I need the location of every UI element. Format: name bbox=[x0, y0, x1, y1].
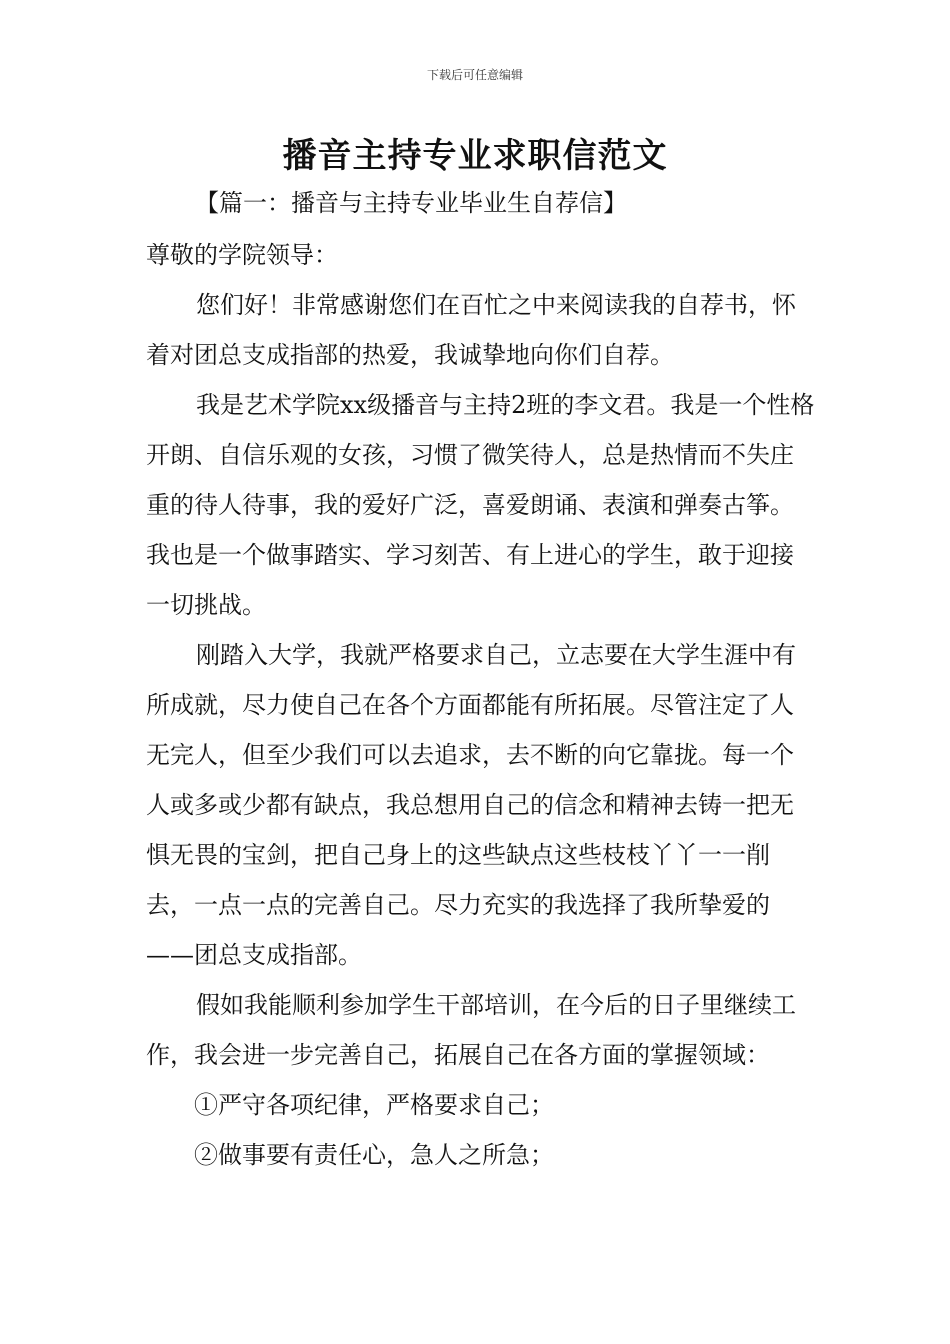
salutation: 尊敬的学院领导： bbox=[146, 241, 338, 269]
document-subtitle: 【篇一：播音与主持专业毕业生自荐信】 bbox=[195, 189, 627, 217]
paragraph: 刚踏入大学，我就严格要求自己，立志要在大学生涯中有所成就，尽力使自己在各个方面都能有所拓展。尽管注定了人无完人，但至少我们可以去追求，去不断的向它靠拢。每一个人或多或少都有缺点，我总想用自己的信念和精神去铸一把无惧无畏的宝剑，把自己身上的这些缺点这些枝枝丫丫一一削去，一点一点的完善自己。尽力充实的我选择了我所挚爱的——团总支成指部。 bbox=[146, 641, 796, 969]
header-note: 下载后可任意编辑 bbox=[426, 68, 523, 82]
paragraph: 我是艺术学院xx级播音与主持2班的李文君。我是一个性格开朗、自信乐观的女孩，习惯了微笑待人，总是热情而不失庄重的待人待事，我的爱好广泛，喜爱朗诵、表演和弹奏古筝。我也是一个做事踏实、学习刻苦、有上进心的学生，敢于迎接一切挑战。 bbox=[146, 391, 815, 619]
paragraph: 假如我能顺利参加学生干部培训，在今后的日子里继续工作，我会进一步完善自己，拓展自己在各方面的掌握领域： bbox=[146, 991, 796, 1069]
list-item: ②做事要有责任心，急人之所急； bbox=[194, 1141, 554, 1169]
list-item: ①严守各项纪律，严格要求自己； bbox=[194, 1091, 554, 1119]
paragraph: 您们好！非常感谢您们在百忙之中来阅读我的自荐书，怀着对团总支成指部的热爱，我诚挚地向你们自荐。 bbox=[146, 291, 796, 369]
document-body bbox=[146, 230, 816, 1180]
document-title: 播音主持专业求职信范文 bbox=[282, 136, 668, 176]
